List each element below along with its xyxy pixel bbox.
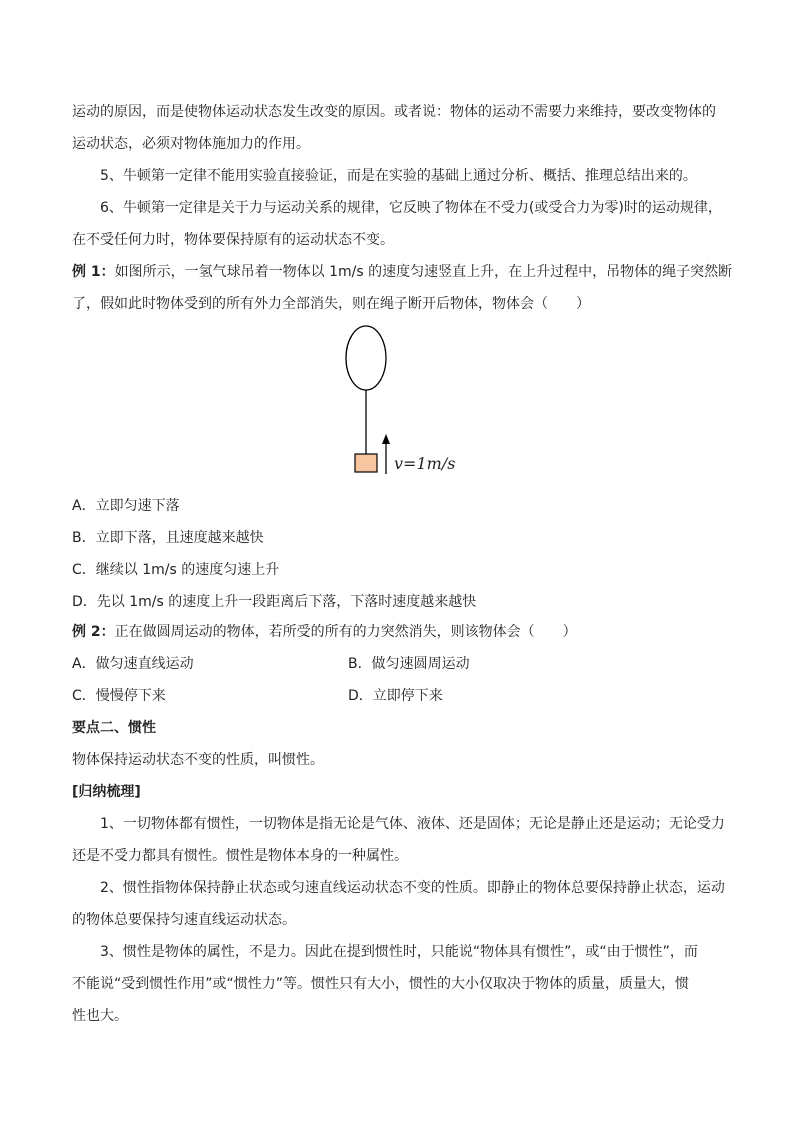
example-1-label: 例 1： bbox=[72, 264, 115, 280]
inertia-point-3-line3: 性也大。 bbox=[72, 1008, 128, 1024]
example-1-option-d: D．先以 1m/s 的速度上升一段距离后下落，下落时速度越来越快 bbox=[72, 594, 477, 610]
example-1-line2: 了，假如此时物体受到的所有外力全部消失，则在绳子断开后物体，物体会（ ） bbox=[72, 296, 590, 312]
example-2-option-a: A．做匀速直线运动 bbox=[72, 656, 194, 672]
example-2-line bbox=[72, 622, 577, 642]
example-2-option-c: C．慢慢停下来 bbox=[72, 688, 166, 704]
point-5: 5、牛顿第一定律不能用实验直接验证，而是在实验的基础上通过分析、概括、推理总结出来的。 bbox=[100, 168, 697, 184]
balloon bbox=[346, 326, 386, 390]
example-1-text: 如图所示，一氢气球吊着一物体以 1m/s 的速度匀速竖直上升，在上升过程中，吊物体的绳子突然断 bbox=[114, 264, 733, 280]
example-2-label: 例 2： bbox=[72, 624, 115, 640]
section-heading: 要点二、惯性 bbox=[72, 720, 156, 736]
inertia-point-3-line2: 不能说“受到惯性作用”或“惯性力”等。惯性只有大小，惯性的大小仅取决于物体的质量，质量大，惯 bbox=[72, 976, 690, 992]
inertia-point-2-line2: 的物体总要保持匀速直线运动状态。 bbox=[72, 912, 296, 928]
point-6-line2: 在不受任何力时，物体要保持原有的运动状态不变。 bbox=[72, 232, 394, 248]
paragraph-line: 运动的原因，而是使物体运动状态发生改变的原因。或者说：物体的运动不需要力来维持，要改变物体的 bbox=[72, 104, 716, 120]
example-1-option-b: B．立即下落，且速度越来越快 bbox=[72, 530, 264, 546]
example-2-text: 正在做圆周运动的物体，若所受的所有的力突然消失，则该物体会（ ） bbox=[114, 624, 577, 640]
point-6-line1: 6、牛顿第一定律是关于力与运动关系的规律，它反映了物体在不受力(或受合力为零)时的运动规律， bbox=[100, 200, 722, 216]
example-2-option-b: B．做匀速圆周运动 bbox=[348, 656, 470, 672]
balloon-figure bbox=[330, 322, 490, 482]
object-box bbox=[355, 454, 377, 472]
inertia-point-1-line2: 还是不受力都具有惯性。惯性是物体本身的一种属性。 bbox=[72, 848, 408, 864]
inertia-definition: 物体保持运动状态不变的性质，叫惯性。 bbox=[72, 752, 324, 768]
paragraph-line: 运动状态，必须对物体施加力的作用。 bbox=[72, 136, 310, 152]
example-1-option-c: C．继续以 1m/s 的速度匀速上升 bbox=[72, 562, 280, 578]
inertia-point-3-line1: 3、惯性是物体的属性，不是力。因此在提到惯性时，只能说“物体具有惯性”，或“由于惯性”，而 bbox=[100, 944, 698, 960]
summary-heading: [归纳梳理] bbox=[72, 784, 141, 800]
inertia-point-1-line1: 1、一切物体都有惯性，一切物体是指无论是气体、液体、还是固体；无论是静止还是运动；无论受力 bbox=[100, 816, 725, 832]
velocity-label: v=1m/s bbox=[394, 454, 456, 473]
example-2-option-d: D．立即停下来 bbox=[348, 688, 443, 704]
example-1-option-a: A．立即匀速下落 bbox=[72, 498, 180, 514]
inertia-point-2-line1: 2、惯性指物体保持静止状态或匀速直线运动状态不变的性质。即静止的物体总要保持静止状态，运动 bbox=[100, 880, 725, 896]
arrow-head bbox=[382, 434, 390, 444]
example-1-line1 bbox=[72, 262, 732, 282]
